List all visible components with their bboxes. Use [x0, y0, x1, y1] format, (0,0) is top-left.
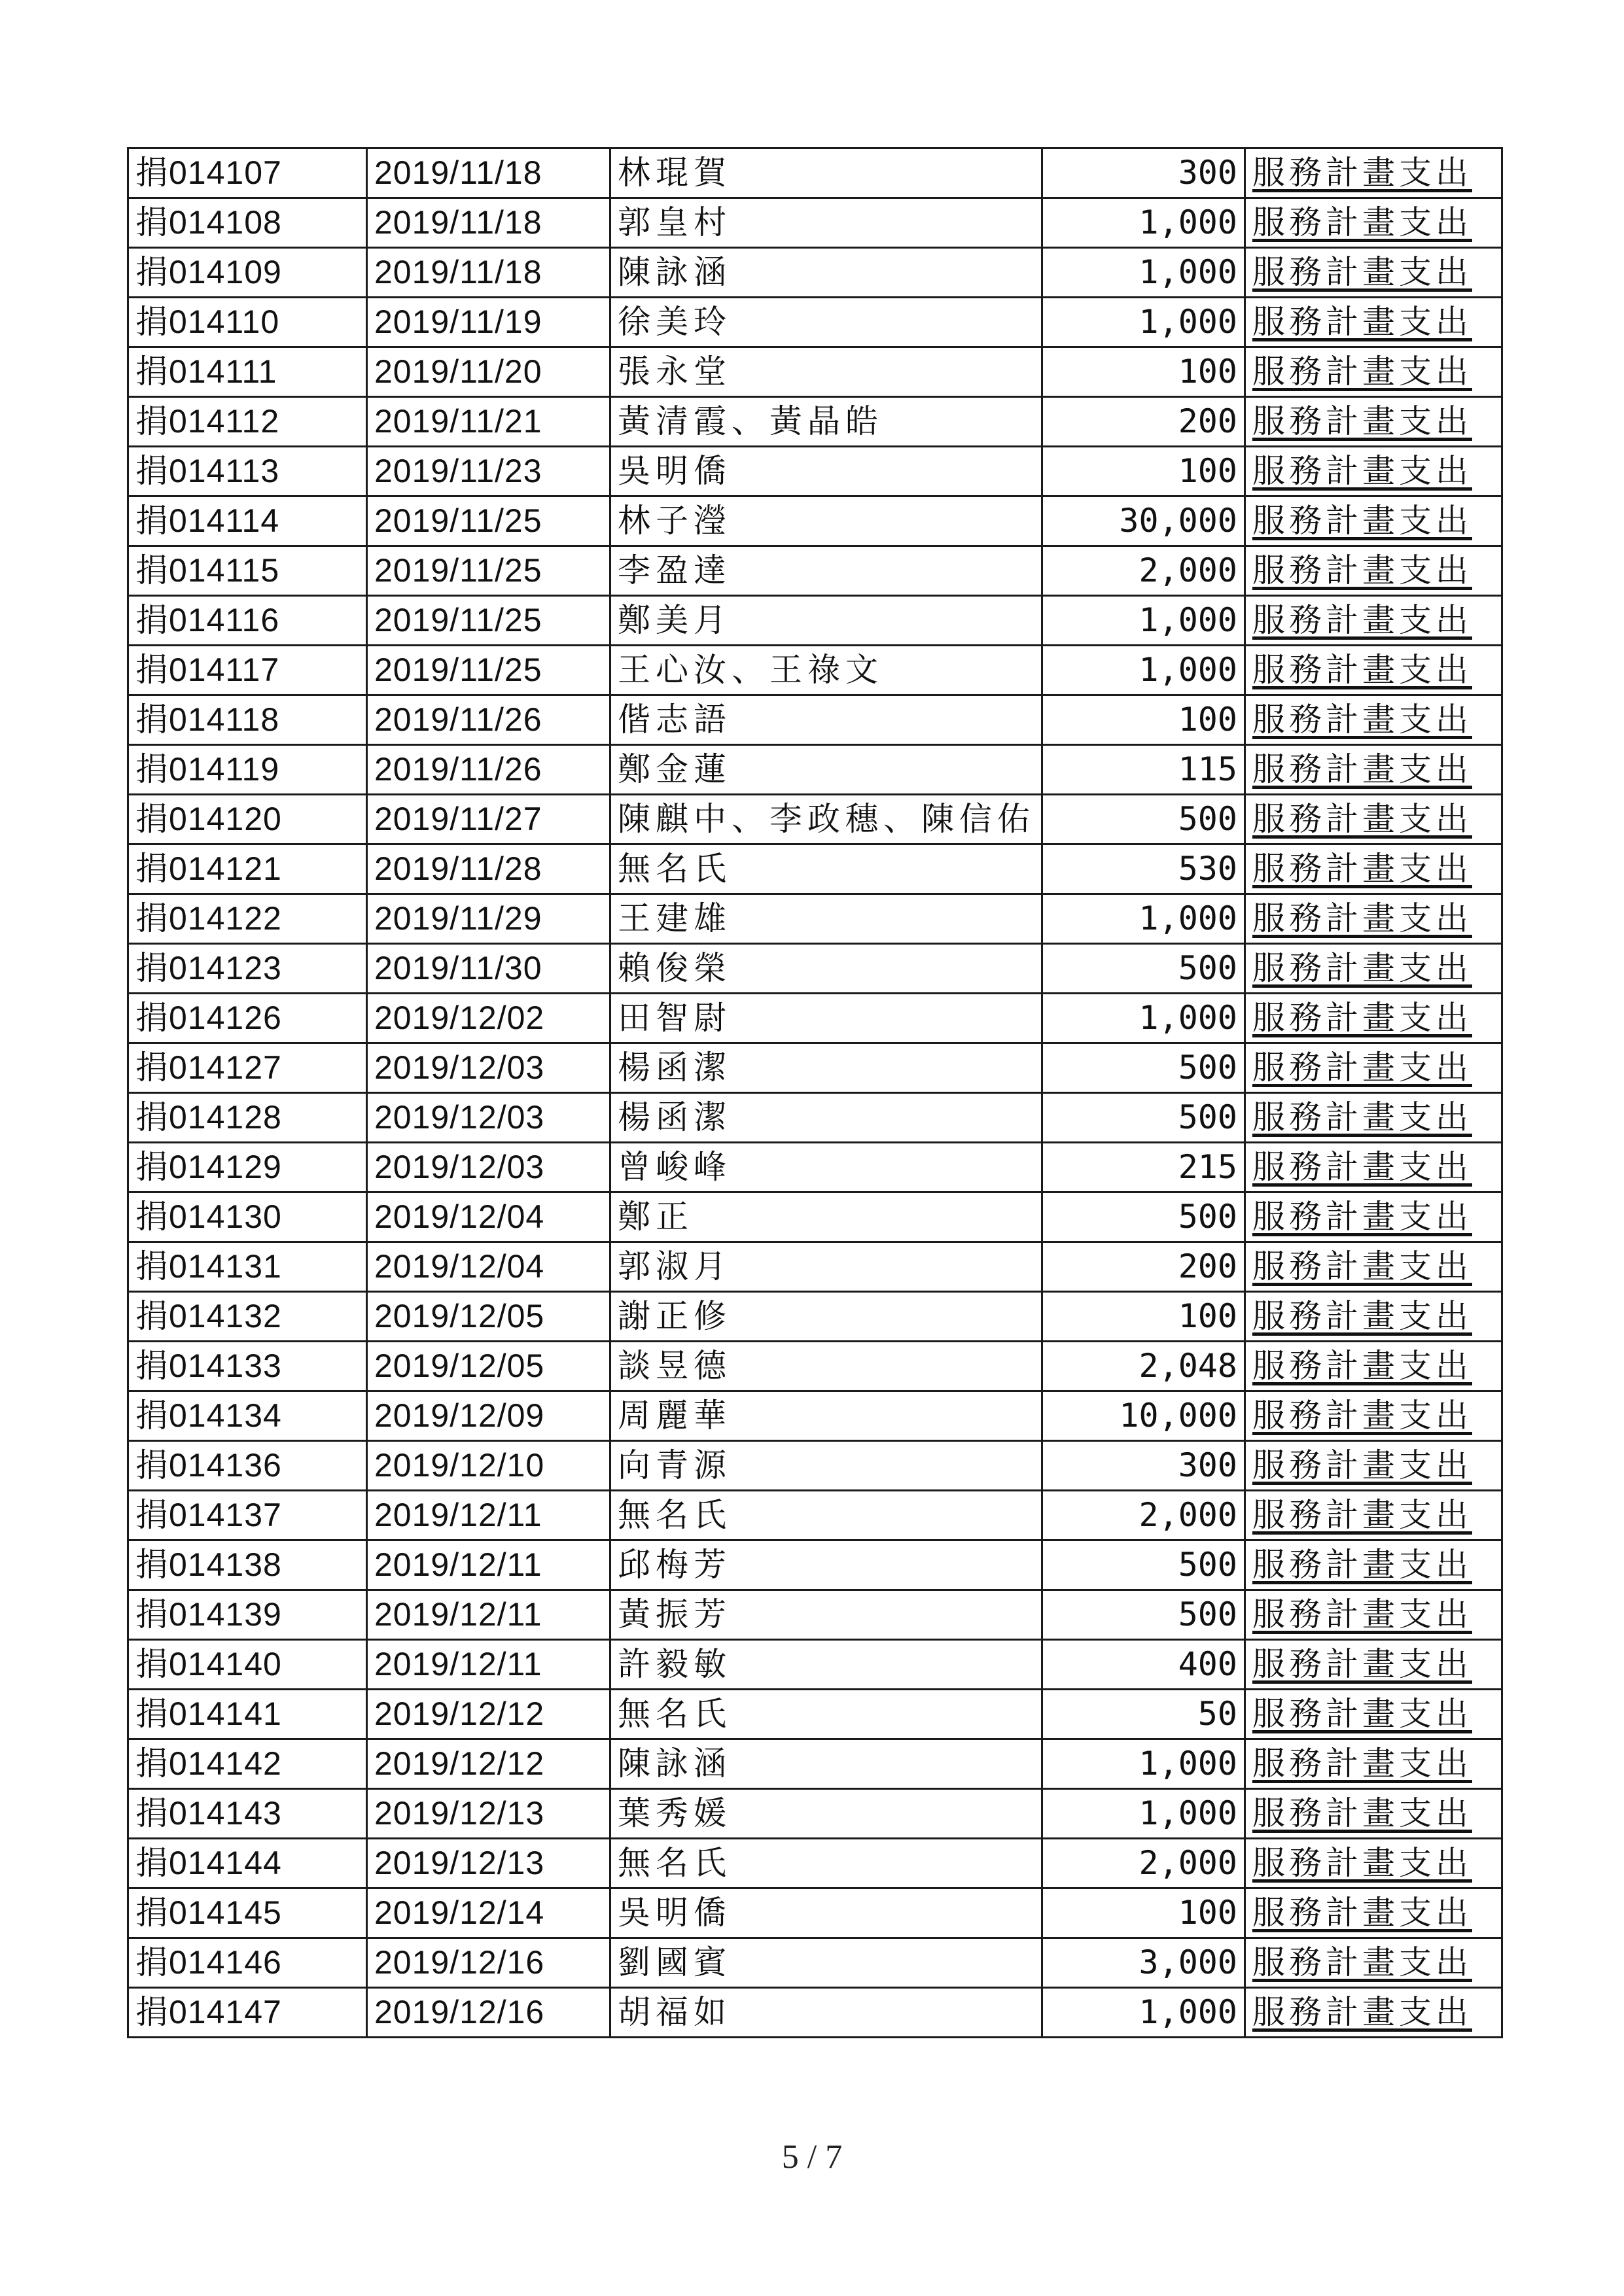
donor-name-cell: 無名氏	[610, 844, 1042, 894]
receipt-id-cell: 捐014137	[128, 1491, 367, 1540]
table-row	[128, 1391, 1502, 1441]
date-cell: 2019/11/30	[367, 944, 610, 994]
amount-cell: 1,000	[1042, 1789, 1245, 1839]
date-cell: 2019/12/05	[367, 1342, 610, 1391]
donor-name-cell: 吳明僑	[610, 1888, 1042, 1938]
amount-cell: 1,000	[1042, 1739, 1245, 1789]
page-number: 5 / 7	[781, 2138, 843, 2176]
date-cell: 2019/12/04	[367, 1192, 610, 1242]
purpose-text: 服務計畫支出	[1252, 1446, 1472, 1484]
table-row	[128, 1988, 1502, 2038]
table-row	[128, 695, 1502, 745]
amount-cell: 500	[1042, 1093, 1245, 1143]
purpose-text: 服務計畫支出	[1252, 1894, 1472, 1932]
purpose-text: 服務計畫支出	[1252, 1745, 1472, 1783]
purpose-text: 服務計畫支出	[1252, 1397, 1472, 1435]
table-row	[128, 1292, 1502, 1342]
donor-name-cell: 劉國賓	[610, 1938, 1042, 1988]
purpose-cell	[1245, 1690, 1502, 1739]
table-row	[128, 298, 1502, 347]
donor-name-cell: 陳詠涵	[610, 248, 1042, 298]
purpose-cell	[1245, 795, 1502, 844]
purpose-cell	[1245, 1491, 1502, 1540]
date-cell: 2019/11/25	[367, 546, 610, 596]
donor-name-cell: 無名氏	[610, 1491, 1042, 1540]
date-cell: 2019/11/26	[367, 745, 610, 795]
table-row	[128, 1839, 1502, 1888]
donor-name-cell: 王建雄	[610, 894, 1042, 944]
donor-name-cell: 偕志語	[610, 695, 1042, 745]
donor-name-cell: 郭皇村	[610, 198, 1042, 248]
receipt-id-cell: 捐014121	[128, 844, 367, 894]
receipt-id-cell: 捐014117	[128, 646, 367, 695]
date-cell: 2019/11/27	[367, 795, 610, 844]
amount-cell: 500	[1042, 795, 1245, 844]
purpose-cell	[1245, 1789, 1502, 1839]
date-cell: 2019/12/02	[367, 994, 610, 1043]
receipt-id-cell: 捐014141	[128, 1690, 367, 1739]
purpose-text: 服務計畫支出	[1252, 999, 1472, 1037]
purpose-text: 服務計畫支出	[1252, 452, 1472, 490]
receipt-id-cell: 捐014122	[128, 894, 367, 944]
purpose-cell	[1245, 944, 1502, 994]
table-row	[128, 1640, 1502, 1690]
donor-name-cell: 李盈達	[610, 546, 1042, 596]
purpose-text: 服務計畫支出	[1252, 203, 1472, 241]
table-row	[128, 844, 1502, 894]
amount-cell: 300	[1042, 1441, 1245, 1491]
donor-name-cell: 田智尉	[610, 994, 1042, 1043]
donor-name-cell: 林子瀅	[610, 496, 1042, 546]
amount-cell: 100	[1042, 695, 1245, 745]
date-cell: 2019/11/26	[367, 695, 610, 745]
table-row	[128, 1739, 1502, 1789]
amount-cell: 300	[1042, 148, 1245, 198]
receipt-id-cell: 捐014110	[128, 298, 367, 347]
donor-name-cell: 黃振芳	[610, 1590, 1042, 1640]
donor-name-cell: 無名氏	[610, 1839, 1042, 1888]
date-cell: 2019/11/25	[367, 646, 610, 695]
donor-name-cell: 黃清霞、黃晶皓	[610, 397, 1042, 447]
donor-name-cell: 周麗華	[610, 1391, 1042, 1441]
amount-cell: 215	[1042, 1143, 1245, 1192]
table-row	[128, 1192, 1502, 1242]
date-cell: 2019/12/03	[367, 1093, 610, 1143]
receipt-id-cell: 捐014115	[128, 546, 367, 596]
purpose-cell	[1245, 596, 1502, 646]
donor-name-cell: 鄭金蓮	[610, 745, 1042, 795]
receipt-id-cell: 捐014133	[128, 1342, 367, 1391]
table-row	[128, 1043, 1502, 1093]
table-row	[128, 944, 1502, 994]
donor-name-cell: 曾峻峰	[610, 1143, 1042, 1192]
donor-name-cell: 王心汝、王祿文	[610, 646, 1042, 695]
table-row	[128, 546, 1502, 596]
donor-name-cell: 謝正修	[610, 1292, 1042, 1342]
donor-name-cell: 徐美玲	[610, 298, 1042, 347]
purpose-cell	[1245, 894, 1502, 944]
date-cell: 2019/12/16	[367, 1938, 610, 1988]
date-cell: 2019/12/10	[367, 1441, 610, 1491]
date-cell: 2019/12/11	[367, 1540, 610, 1590]
purpose-cell	[1245, 496, 1502, 546]
donor-name-cell: 吳明僑	[610, 447, 1042, 496]
receipt-id-cell: 捐014130	[128, 1192, 367, 1242]
purpose-text: 服務計畫支出	[1252, 1198, 1472, 1236]
amount-cell: 500	[1042, 1540, 1245, 1590]
table-row	[128, 994, 1502, 1043]
date-cell: 2019/12/04	[367, 1242, 610, 1292]
table-row	[128, 1938, 1502, 1988]
table-row	[128, 1093, 1502, 1143]
receipt-id-cell: 捐014142	[128, 1739, 367, 1789]
amount-cell: 1,000	[1042, 298, 1245, 347]
purpose-cell	[1245, 546, 1502, 596]
date-cell: 2019/12/11	[367, 1491, 610, 1540]
table-row	[128, 1342, 1502, 1391]
amount-cell: 1,000	[1042, 894, 1245, 944]
purpose-text: 服務計畫支出	[1252, 353, 1472, 391]
receipt-id-cell: 捐014138	[128, 1540, 367, 1590]
purpose-text: 服務計畫支出	[1252, 1049, 1472, 1087]
amount-cell: 10,000	[1042, 1391, 1245, 1441]
receipt-id-cell: 捐014109	[128, 248, 367, 298]
table-row	[128, 1540, 1502, 1590]
receipt-id-cell: 捐014131	[128, 1242, 367, 1292]
date-cell: 2019/12/13	[367, 1789, 610, 1839]
date-cell: 2019/12/03	[367, 1043, 610, 1093]
table-row	[128, 347, 1502, 397]
purpose-text: 服務計畫支出	[1252, 253, 1472, 291]
purpose-text: 服務計畫支出	[1252, 1844, 1472, 1882]
table-row	[128, 1789, 1502, 1839]
purpose-cell	[1245, 1640, 1502, 1690]
purpose-text: 服務計畫支出	[1252, 1098, 1472, 1136]
date-cell: 2019/12/14	[367, 1888, 610, 1938]
receipt-id-cell: 捐014140	[128, 1640, 367, 1690]
date-cell: 2019/11/29	[367, 894, 610, 944]
table-row	[128, 1690, 1502, 1739]
receipt-id-cell: 捐014113	[128, 447, 367, 496]
amount-cell: 1,000	[1042, 198, 1245, 248]
receipt-id-cell: 捐014134	[128, 1391, 367, 1441]
donor-name-cell: 楊函潔	[610, 1043, 1042, 1093]
receipt-id-cell: 捐014139	[128, 1590, 367, 1640]
donor-name-cell: 鄭美月	[610, 596, 1042, 646]
amount-cell: 200	[1042, 1242, 1245, 1292]
donor-name-cell: 邱梅芳	[610, 1540, 1042, 1590]
amount-cell: 1,000	[1042, 994, 1245, 1043]
table-row	[128, 1590, 1502, 1640]
table-row	[128, 596, 1502, 646]
receipt-id-cell: 捐014132	[128, 1292, 367, 1342]
amount-cell: 100	[1042, 447, 1245, 496]
purpose-cell	[1245, 1242, 1502, 1292]
date-cell: 2019/12/11	[367, 1590, 610, 1640]
purpose-cell	[1245, 1342, 1502, 1391]
donor-name-cell: 鄭正	[610, 1192, 1042, 1242]
receipt-id-cell: 捐014111	[128, 347, 367, 397]
date-cell: 2019/11/18	[367, 248, 610, 298]
amount-cell: 500	[1042, 1192, 1245, 1242]
receipt-id-cell: 捐014146	[128, 1938, 367, 1988]
amount-cell: 530	[1042, 844, 1245, 894]
receipt-id-cell: 捐014144	[128, 1839, 367, 1888]
table-row	[128, 447, 1502, 496]
donor-name-cell: 許毅敏	[610, 1640, 1042, 1690]
date-cell: 2019/11/28	[367, 844, 610, 894]
purpose-cell	[1245, 745, 1502, 795]
receipt-id-cell: 捐014107	[128, 148, 367, 198]
purpose-cell	[1245, 1590, 1502, 1640]
amount-cell: 2,000	[1042, 546, 1245, 596]
receipt-id-cell: 捐014123	[128, 944, 367, 994]
receipt-id-cell: 捐014116	[128, 596, 367, 646]
date-cell: 2019/12/05	[367, 1292, 610, 1342]
receipt-id-cell: 捐014114	[128, 496, 367, 546]
date-cell: 2019/11/21	[367, 397, 610, 447]
amount-cell: 500	[1042, 944, 1245, 994]
date-cell: 2019/12/11	[367, 1640, 610, 1690]
donor-name-cell: 陳麒中、李政穗、陳信佑	[610, 795, 1042, 844]
purpose-cell	[1245, 646, 1502, 695]
receipt-id-cell: 捐014126	[128, 994, 367, 1043]
table-row	[128, 646, 1502, 695]
purpose-cell	[1245, 198, 1502, 248]
table-row	[128, 1441, 1502, 1491]
purpose-cell	[1245, 1839, 1502, 1888]
receipt-id-cell: 捐014120	[128, 795, 367, 844]
donor-name-cell: 胡福如	[610, 1988, 1042, 2038]
purpose-text: 服務計畫支出	[1252, 800, 1472, 838]
amount-cell: 115	[1042, 745, 1245, 795]
purpose-cell	[1245, 1192, 1502, 1242]
purpose-text: 服務計畫支出	[1252, 601, 1472, 639]
purpose-text: 服務計畫支出	[1252, 502, 1472, 540]
purpose-text: 服務計畫支出	[1252, 1943, 1472, 1981]
purpose-text: 服務計畫支出	[1252, 402, 1472, 440]
date-cell: 2019/11/20	[367, 347, 610, 397]
purpose-cell	[1245, 397, 1502, 447]
purpose-text: 服務計畫支出	[1252, 154, 1472, 192]
purpose-cell	[1245, 1043, 1502, 1093]
purpose-cell	[1245, 347, 1502, 397]
purpose-cell	[1245, 1292, 1502, 1342]
receipt-id-cell: 捐014143	[128, 1789, 367, 1839]
purpose-cell	[1245, 1093, 1502, 1143]
purpose-cell	[1245, 994, 1502, 1043]
amount-cell: 400	[1042, 1640, 1245, 1690]
table-row	[128, 397, 1502, 447]
receipt-id-cell: 捐014145	[128, 1888, 367, 1938]
purpose-text: 服務計畫支出	[1252, 1546, 1472, 1584]
donor-name-cell: 林琨賀	[610, 148, 1042, 198]
purpose-cell	[1245, 1739, 1502, 1789]
amount-cell: 1,000	[1042, 1988, 1245, 2038]
date-cell: 2019/11/23	[367, 447, 610, 496]
purpose-text: 服務計畫支出	[1252, 651, 1472, 689]
table-row	[128, 1491, 1502, 1540]
amount-cell: 3,000	[1042, 1938, 1245, 1988]
amount-cell: 2,000	[1042, 1491, 1245, 1540]
purpose-text: 服務計畫支出	[1252, 750, 1472, 788]
purpose-cell	[1245, 695, 1502, 745]
donor-name-cell: 郭淑月	[610, 1242, 1042, 1292]
table-row	[128, 496, 1502, 546]
amount-cell: 1,000	[1042, 248, 1245, 298]
amount-cell: 500	[1042, 1043, 1245, 1093]
donor-name-cell: 向青源	[610, 1441, 1042, 1491]
amount-cell: 500	[1042, 1590, 1245, 1640]
purpose-cell	[1245, 447, 1502, 496]
receipt-id-cell: 捐014108	[128, 198, 367, 248]
date-cell: 2019/12/13	[367, 1839, 610, 1888]
donor-name-cell: 談昱德	[610, 1342, 1042, 1391]
amount-cell: 2,000	[1042, 1839, 1245, 1888]
purpose-cell	[1245, 298, 1502, 347]
date-cell: 2019/12/12	[367, 1739, 610, 1789]
purpose-text: 服務計畫支出	[1252, 899, 1472, 937]
donor-name-cell: 楊函潔	[610, 1093, 1042, 1143]
amount-cell: 30,000	[1042, 496, 1245, 546]
purpose-text: 服務計畫支出	[1252, 1695, 1472, 1733]
donor-name-cell: 張永堂	[610, 347, 1042, 397]
date-cell: 2019/11/19	[367, 298, 610, 347]
purpose-text: 服務計畫支出	[1252, 949, 1472, 987]
purpose-text: 服務計畫支出	[1252, 850, 1472, 888]
purpose-cell	[1245, 1143, 1502, 1192]
purpose-text: 服務計畫支出	[1252, 303, 1472, 341]
purpose-cell	[1245, 1391, 1502, 1441]
purpose-text: 服務計畫支出	[1252, 1148, 1472, 1186]
donor-name-cell: 葉秀媛	[610, 1789, 1042, 1839]
receipt-id-cell: 捐014147	[128, 1988, 367, 2038]
table-row	[128, 1143, 1502, 1192]
table-row	[128, 198, 1502, 248]
receipt-id-cell: 捐014136	[128, 1441, 367, 1491]
purpose-text: 服務計畫支出	[1252, 551, 1472, 589]
table-row	[128, 745, 1502, 795]
date-cell: 2019/12/16	[367, 1988, 610, 2038]
amount-cell: 100	[1042, 1292, 1245, 1342]
purpose-text: 服務計畫支出	[1252, 1347, 1472, 1385]
receipt-id-cell: 捐014127	[128, 1043, 367, 1093]
purpose-text: 服務計畫支出	[1252, 1247, 1472, 1285]
purpose-cell	[1245, 844, 1502, 894]
receipt-id-cell: 捐014112	[128, 397, 367, 447]
table-row	[128, 894, 1502, 944]
donation-table-body	[128, 148, 1502, 2038]
amount-cell: 2,048	[1042, 1342, 1245, 1391]
date-cell: 2019/11/18	[367, 198, 610, 248]
purpose-cell	[1245, 1441, 1502, 1491]
table-row	[128, 1888, 1502, 1938]
date-cell: 2019/12/12	[367, 1690, 610, 1739]
date-cell: 2019/11/18	[367, 148, 610, 198]
donor-name-cell: 無名氏	[610, 1690, 1042, 1739]
purpose-text: 服務計畫支出	[1252, 1993, 1472, 2031]
table-row	[128, 248, 1502, 298]
date-cell: 2019/12/09	[367, 1391, 610, 1441]
amount-cell: 1,000	[1042, 646, 1245, 695]
amount-cell: 100	[1042, 347, 1245, 397]
amount-cell: 1,000	[1042, 596, 1245, 646]
amount-cell: 50	[1042, 1690, 1245, 1739]
amount-cell: 200	[1042, 397, 1245, 447]
donor-name-cell: 陳詠涵	[610, 1739, 1042, 1789]
purpose-cell	[1245, 248, 1502, 298]
purpose-cell	[1245, 1938, 1502, 1988]
purpose-text: 服務計畫支出	[1252, 1794, 1472, 1832]
purpose-text: 服務計畫支出	[1252, 1595, 1472, 1633]
donor-name-cell: 賴俊榮	[610, 944, 1042, 994]
purpose-text: 服務計畫支出	[1252, 1496, 1472, 1534]
date-cell: 2019/12/03	[367, 1143, 610, 1192]
table-row	[128, 795, 1502, 844]
receipt-id-cell: 捐014118	[128, 695, 367, 745]
receipt-id-cell: 捐014129	[128, 1143, 367, 1192]
purpose-cell	[1245, 148, 1502, 198]
receipt-id-cell: 捐014128	[128, 1093, 367, 1143]
receipt-id-cell: 捐014119	[128, 745, 367, 795]
purpose-cell	[1245, 1988, 1502, 2038]
date-cell: 2019/11/25	[367, 596, 610, 646]
purpose-text: 服務計畫支出	[1252, 1645, 1472, 1683]
table-row	[128, 148, 1502, 198]
donation-table	[127, 147, 1503, 2038]
purpose-text: 服務計畫支出	[1252, 1297, 1472, 1335]
purpose-cell	[1245, 1540, 1502, 1590]
purpose-cell	[1245, 1888, 1502, 1938]
purpose-text: 服務計畫支出	[1252, 701, 1472, 739]
table-row	[128, 1242, 1502, 1292]
date-cell: 2019/11/25	[367, 496, 610, 546]
amount-cell: 100	[1042, 1888, 1245, 1938]
